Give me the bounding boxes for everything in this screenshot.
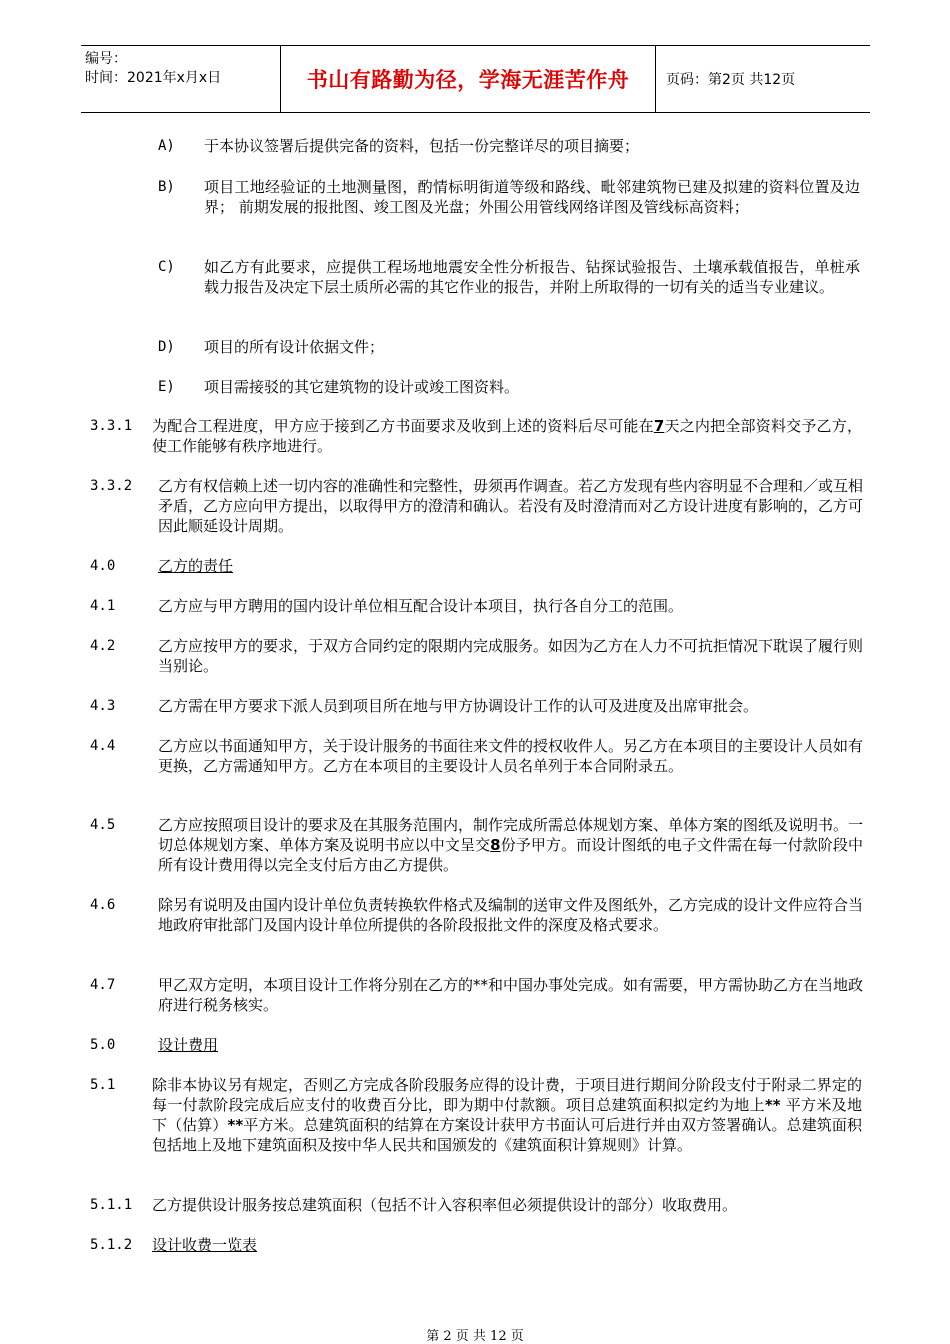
clause-text: 乙方应与甲方聘用的国内设计单位相互配合设计本项目，执行各自分工的范围。 (158, 597, 684, 615)
clause-number: 5.1.2 (90, 1237, 133, 1253)
section-number: 4.0 (90, 558, 116, 574)
clause-number: 4.6 (90, 897, 116, 913)
item-text: 如乙方有此要求，应提供工程场地地震安全性分析报告、钻探试验报告、土壤承载值报告，单桩承载力报告及决定下层土质所必需的其它作业的报告，并附上所取得的一切有关的适当专业建议。 (204, 258, 860, 296)
clause-text: 除非本协议另有规定，否则乙方完成各阶段服务应得的设计费，于项目进行期间分阶段支付于附录二界定的每一付款阶段完成后应支付的收费百分比，即为期中付款额。项目总建筑面积拟定约为地上** 平方米及地下（估算）**平方米。总建筑面积的结算在方案设计获甲方书面认可后进行并由双方签署确认。总建筑面积包括地上及地下建筑面积及按中华人民共和国颁发的《建筑面积计算规则》计算。 (152, 1076, 862, 1154)
clause-title: 设计收费一览表 (152, 1236, 258, 1254)
clause-text: 为配合工程进度，甲方应于接到乙方书面要求及收到上述的资料后尽可能在7天之内把全部资料交予乙方，使工作能够有秩序地进行。 (152, 417, 862, 455)
clause-number: 5.1 (90, 1077, 116, 1093)
header-page-info: 页码：第2页 共12页 (666, 72, 796, 88)
clause-text: 乙方应以书面通知甲方，关于设计服务的书面往来文件的授权收件人。另乙方在本项目的主要设计人员如有更换，乙方需通知甲方。乙方在本项目的主要设计人员名单列于本合同附录五。 (158, 737, 864, 775)
item-label: D) (158, 339, 175, 355)
item-text: 项目需接驳的其它建筑物的设计或竣工图资料。 (204, 378, 520, 396)
page-footer: 第 2 页 共 12 页 (426, 1329, 524, 1344)
section-title: 设计费用 (158, 1036, 219, 1054)
days-value: 7 (653, 417, 665, 435)
clause-text: 甲乙双方定明，本项目设计工作将分别在乙方的**和中国办事处完成。如有需要，甲方需协助乙方在当地政府进行税务核实。 (158, 976, 864, 1014)
clause-text: 乙方提供设计服务按总建筑面积（包括不计入容积率但必须提供设计的部分）收取费用。 (152, 1196, 738, 1214)
clause-number: 3.3.2 (90, 478, 133, 494)
serial-label: 编号： (85, 51, 127, 67)
item-label: B) (158, 179, 175, 195)
clause-number: 4.5 (90, 817, 116, 833)
item-label: C) (158, 259, 175, 275)
clause-number: 4.3 (90, 698, 116, 714)
clause-number: 4.7 (90, 977, 116, 993)
clause-text: 乙方应按甲方的要求，于双方合同约定的限期内完成服务。如因为乙方在人力不可抗拒情况下耽误了履行则当别论。 (158, 637, 864, 675)
section-title: 乙方的责任 (158, 557, 234, 575)
clause-text: 乙方需在甲方要求下派人员到项目所在地与甲方协调设计工作的认可及进度及出席审批会。 (158, 697, 759, 715)
item-text: 项目工地经验证的土地测量图，酌情标明街道等级和路线、毗邻建筑物已建及拟建的资料位置及边界； 前期发展的报批图、竣工图及光盘；外围公用管线网络详图及管线标高资料； (204, 178, 860, 216)
clause-number: 4.2 (90, 638, 116, 654)
item-label: E) (158, 379, 175, 395)
item-text: 项目的所有设计依据文件； (204, 338, 385, 356)
header-meta (81, 46, 281, 112)
time-label: 时间：2021年x月x日 (85, 70, 222, 86)
clause-number: 5.1.1 (90, 1197, 133, 1213)
item-text: 于本协议签署后提供完备的资料，包括一份完整详尽的项目摘要； (204, 137, 640, 155)
copies-value: 8 (490, 836, 501, 854)
item-label: A) (158, 138, 175, 154)
section-number: 5.0 (90, 1037, 116, 1053)
clause-number: 4.4 (90, 738, 116, 754)
clause-number: 4.1 (90, 598, 116, 614)
page-header (81, 45, 870, 113)
header-motto: 书山有路勤为径，学海无涯苦作舟 (281, 46, 656, 112)
clause-text: 除另有说明及由国内设计单位负责转换软件格式及编制的送审文件及图纸外，乙方完成的设计文件应符合当地政府审批部门及国内设计单位所提供的各阶段报批文件的深度及格式要求。 (158, 896, 864, 934)
clause-number: 3.3.1 (90, 418, 133, 434)
clause-text: 乙方应按照项目设计的要求及在其服务范围内，制作完成所需总体规划方案、单体方案的图纸及说明书。一切总体规划方案、单体方案及说明书应以中文呈交8份予甲方。而设计图纸的电子文件需在每一付款阶段中所有设计费用得以完全支付后方由乙方提供。 (158, 816, 864, 874)
clause-text: 乙方有权信赖上述一切内容的准确性和完整性，毋须再作调查。若乙方发现有些内容明显不合理和／或互相矛盾，乙方应向甲方提出，以取得甲方的澄清和确认。若没有及时澄清而对乙方设计进度有影响的，乙方可因此顺延设计周期。 (158, 477, 864, 535)
